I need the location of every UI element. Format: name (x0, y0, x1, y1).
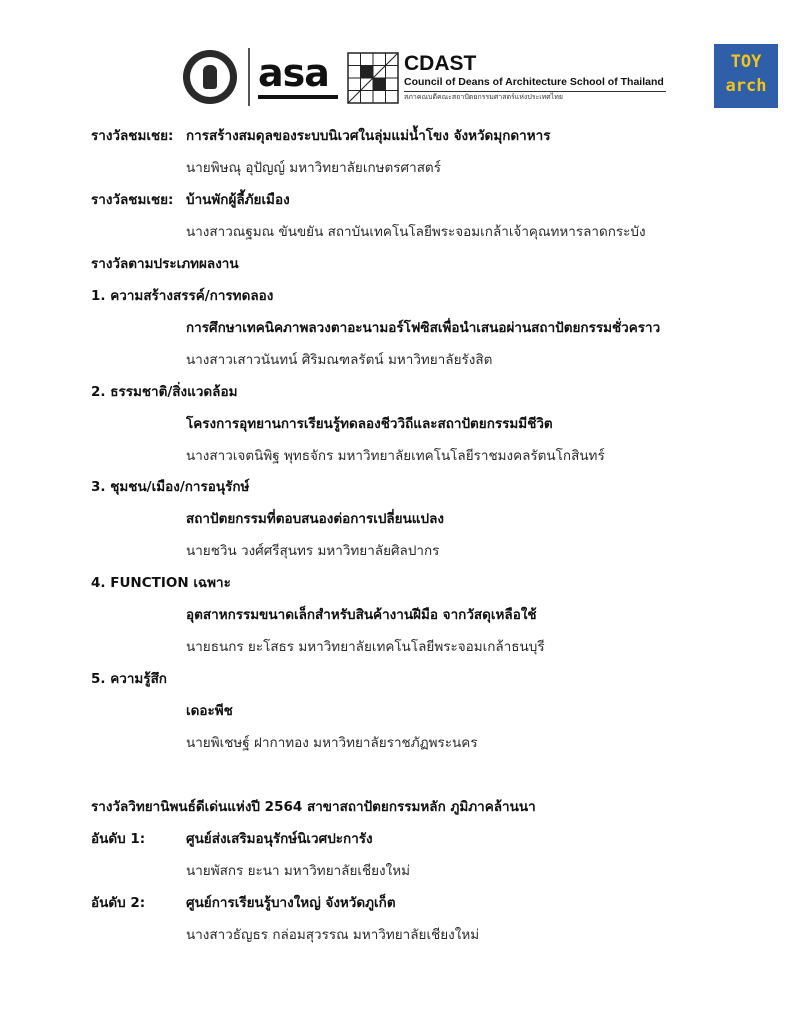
honorable-person: นางสาวณฐมณ ขันขยัน สถาบันเทคโนโลยีพระจอมเกล้าเจ้าคุณทหารลาดกระบัง (186, 224, 646, 240)
category-person: นายชวิน วงศ์ศรีสุนทร มหาวิทยาลัยศิลปากร (186, 543, 440, 559)
asa-logo-bar (258, 95, 338, 99)
category-heading: 4. FUNCTION เฉพาะ (91, 575, 231, 591)
toy-logo-line2: arch (725, 76, 767, 96)
toy-arch-logo (714, 44, 778, 108)
honorable-project: การสร้างสมดุลของระบบนิเวศในลุ่มแม่น้ำโขง จังหวัดมุกดาหาร (186, 128, 551, 144)
cdast-thai-subtitle: สภาคณบดีคณะสถาปัตยกรรมศาสตร์แห่งประเทศไทย (404, 93, 563, 101)
category-person: นางสาวเสาวนันทน์ ศิริมณฑลรัตน์ มหาวิทยาลัยรังสิต (186, 352, 493, 368)
honorable-label: รางวัลชมเชย: (91, 192, 174, 208)
header-logos (0, 44, 791, 114)
honorable-label: รางวัลชมเชย: (91, 128, 174, 144)
toy-logo-line1: TOY (730, 52, 762, 72)
logo-divider (248, 48, 250, 106)
rank-project: ศูนย์การเรียนรู้บางใหญ่ จังหวัดภูเก็ต (186, 895, 396, 911)
cdast-underline (404, 91, 666, 92)
cdast-subtitle: Council of Deans of Architecture School of Thailand (404, 76, 664, 88)
category-person: นายธนกร ยะโสธร มหาวิทยาลัยเทคโนโลยีพระจอมเกล้าธนบุรี (186, 639, 545, 655)
category-section-heading: รางวัลตามประเภทผลงาน (91, 256, 239, 272)
category-heading: 2. ธรรมชาติ/สิ่งแวดล้อม (91, 384, 238, 400)
cdast-title: CDAST (404, 52, 477, 75)
asa-logo: asa (258, 51, 329, 95)
honorable-project: บ้านพักผู้ลี้ภัยเมือง (186, 192, 290, 208)
category-project: สถาปัตยกรรมที่ตอบสนองต่อการเปลี่ยนแปลง (186, 511, 444, 527)
category-project: การศึกษาเทคนิคภาพลวงตาอะนามอร์โฟซิสเพื่อนำเสนอผ่านสถาปัตยกรรมชั่วคราว (186, 320, 661, 336)
category-project: โครงการอุทยานการเรียนรู้ทดลองชีววิถีและสถาปัตยกรรมมีชีวิต (186, 416, 553, 432)
rank-project: ศูนย์ส่งเสริมอนุรักษ์นิเวศปะการัง (186, 831, 373, 847)
category-heading: 3. ชุมชน/เมือง/การอนุรักษ์ (91, 479, 250, 495)
cdast-grid-icon (347, 52, 399, 104)
category-heading: 1. ความสร้างสรรค์/การทดลอง (91, 288, 274, 304)
category-project: เดอะพีช (186, 703, 233, 719)
rank-label: อันดับ 1: (91, 831, 146, 847)
rank-person: นายพัสกร ยะนา มหาวิทยาลัยเชียงใหม่ (186, 863, 411, 879)
honorable-person: นายพิษณุ อุปัญญ์ มหาวิทยาลัยเกษตรศาสตร์ (186, 160, 441, 176)
category-heading: 5. ความรู้สึก (91, 671, 167, 687)
category-project: อุตสาหกรรมขนาดเล็กสำหรับสินค้างานฝีมือ จากวัสดุเหลือใช้ (186, 607, 537, 623)
rank-label: อันดับ 2: (91, 895, 146, 911)
university-seal-logo (183, 50, 237, 104)
category-person: นายพิเชษฐ์ ฝากาทอง มหาวิทยาลัยราชภัฏพระนคร (186, 735, 478, 751)
category-person: นางสาวเจตนิพิฐ พุทธจักร มหาวิทยาลัยเทคโนโลยีราชมงคลรัตนโกสินทร์ (186, 448, 605, 464)
thesis-section-heading: รางวัลวิทยานิพนธ์ดีเด่นแห่งปี 2564 สาขาสถาปัตยกรรมหลัก ภูมิภาคล้านนา (91, 799, 536, 815)
rank-person: นางสาวธัญธร กล่อมสุวรรณ มหาวิทยาลัยเชียงใหม่ (186, 927, 480, 943)
